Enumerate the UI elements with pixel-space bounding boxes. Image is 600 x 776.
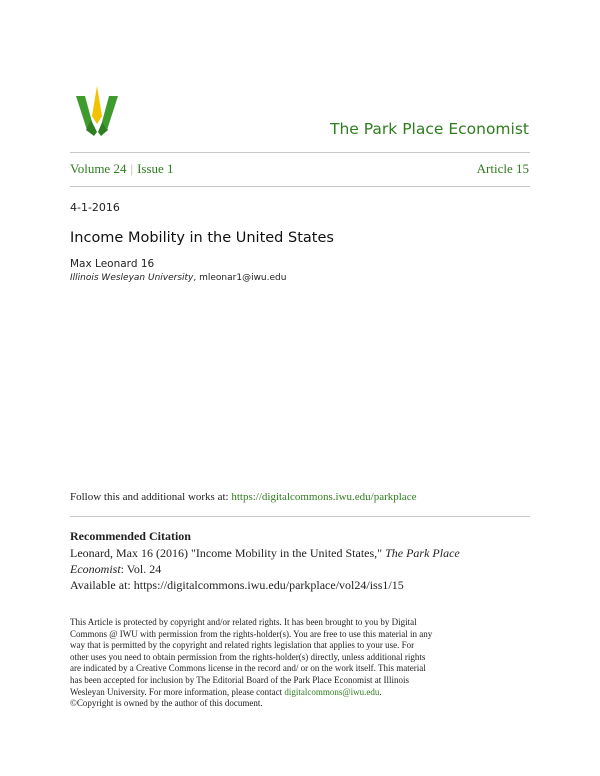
article-title: Income Mobility in the United States	[70, 230, 334, 246]
citation-volume: : Vol. 24	[120, 562, 162, 576]
notice-line	[70, 687, 540, 699]
author-affiliation	[70, 273, 286, 283]
institution: Illinois Wesleyan University	[70, 273, 194, 283]
collection-link[interactable]: https://digitalcommons.iwu.edu/parkplace	[231, 491, 417, 503]
contact-email-link[interactable]: digitalcommons@iwu.edu	[284, 686, 380, 697]
follow-prefix: Follow this and additional works at:	[70, 491, 232, 503]
citation-journal: Economist	[70, 562, 121, 576]
issue-line	[70, 161, 174, 177]
citation-block	[70, 545, 540, 593]
citation-text: Leonard, Max 16 (2016) "Income Mobility in the United States,"	[70, 546, 386, 560]
publication-date: 4-1-2016	[70, 201, 120, 214]
citation-line-1	[70, 545, 540, 561]
volume-link[interactable]: Volume 24	[70, 161, 127, 176]
copyright-line: ©Copyright is owned by the author of this document.	[70, 698, 263, 709]
notice-text: Wesleyan University. For more information, please contact	[70, 686, 285, 697]
separator: |	[130, 161, 134, 176]
notice-line: other uses you need to obtain permission from the rights-holder(s) directly, unless additional rights	[70, 651, 426, 662]
notice-line: This Article is protected by copyright and/or related rights. It has been brought to you by Digital	[70, 617, 417, 627]
notice-line: are indicated by a Creative Commons license in the record and/ or on the work itself. This material	[70, 663, 426, 674]
notice-line: Commons @ IWU with permission from the rights-holder(s). You are free to use this material in any	[70, 628, 433, 639]
divider	[70, 186, 530, 187]
iwu-w-logo-icon	[74, 86, 120, 136]
divider	[70, 516, 530, 517]
copyright-notice	[70, 617, 540, 710]
citation-line-2	[70, 561, 540, 577]
divider	[70, 152, 530, 153]
author-email: , mleonar1@iwu.edu	[193, 273, 287, 283]
notice-line: has been accepted for inclusion by The Editorial Board of the Park Place Economist at Illinois	[70, 674, 409, 685]
issue-link[interactable]: Issue 1	[137, 161, 174, 176]
follow-line	[70, 491, 416, 503]
citation-journal: The Park Place	[385, 546, 460, 560]
article-link[interactable]: Article 15	[476, 161, 529, 176]
notice-line: way that is permitted by the copyright and related rights legislation that applies to your use. For	[70, 640, 415, 651]
author-name: Max Leonard 16	[70, 258, 155, 270]
journal-title[interactable]: The Park Place Economist	[330, 120, 529, 138]
citation-line-3: Available at: https://digitalcommons.iwu.edu/parkplace/vol24/iss1/15	[70, 578, 404, 592]
notice-text: .	[379, 686, 382, 697]
recommended-citation-heading: Recommended Citation	[70, 529, 191, 543]
